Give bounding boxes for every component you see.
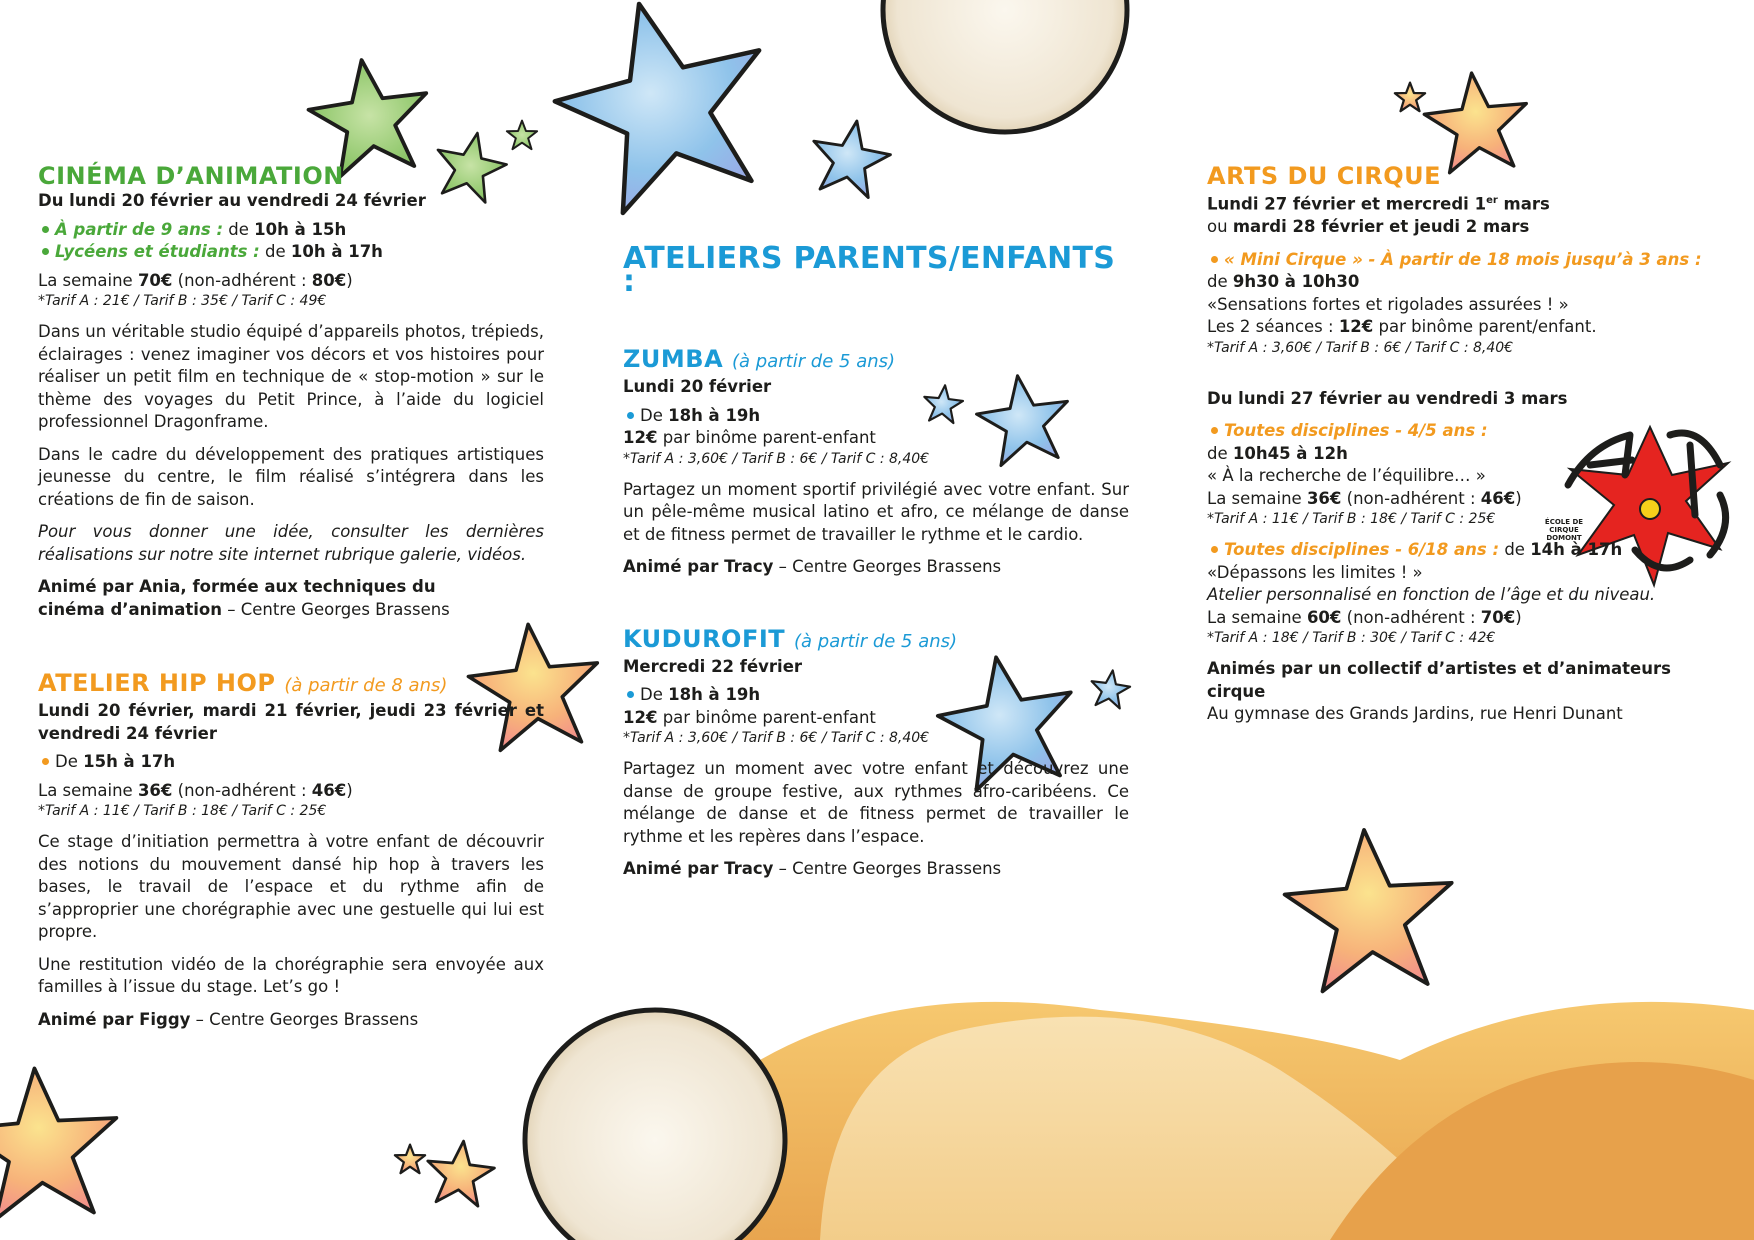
kudurofit-tarifs: *Tarif A : 3,60€ / Tarif B : 6€ / Tarif C : 8,40€ [623, 730, 930, 746]
zumba-slot: De 18h à 19h [623, 405, 1129, 428]
kudurofit-price: 12€ par binôme parent-enfant [623, 707, 876, 727]
bullet-icon [42, 758, 49, 765]
zumba-tarifs: *Tarif A : 3,60€ / Tarif B : 6€ / Tarif C : 8,40€ [623, 450, 930, 467]
column-right [1207, 162, 1727, 726]
bullet-icon [42, 248, 49, 255]
zumba-date: Lundi 20 février [623, 377, 772, 396]
hiphop-price: La semaine 36€ (non-adhérent : 46€) [38, 780, 353, 800]
star-warm-bottom-small-2 [395, 1145, 425, 1174]
cirque-location: Au gymnase des Grands Jardins, rue Henri Dunant [1207, 704, 1623, 723]
bullet-icon [1211, 427, 1218, 434]
cirque-week-dates: Du lundi 27 février au vendredi 3 mars [1207, 388, 1568, 408]
disc1-time: de 10h45 à 12h [1207, 443, 1348, 463]
moon-bottom [525, 1010, 785, 1240]
hiphop-tarifs: *Tarif A : 11€ / Tarif B : 18€ / Tarif C : 25€ [38, 803, 327, 819]
moon-top [883, 0, 1127, 132]
disc1-tarifs: *Tarif A : 11€ / Tarif B : 18€ / Tarif C : 25€ [1207, 511, 1496, 527]
cinema-tarifs: *Tarif A : 21€ / Tarif B : 35€ / Tarif C : 49€ [38, 293, 327, 309]
zumba-price: 12€ par binôme parent-enfant [623, 428, 876, 447]
disc1-quote: « À la recherche de l’équilibre… » [1207, 466, 1486, 485]
kudurofit-date: Mercredi 22 février [623, 656, 803, 676]
column-left [38, 162, 544, 1031]
bullet-icon [627, 412, 634, 419]
kudurofit-title: KUDUROFIT (à partir de 5 ans) [623, 624, 958, 653]
kudurofit-description: Partagez un moment avec votre enfant et découvrez une danse de groupe festive, aux rythmes afro-caribéens. Ce mélange de danse et de fitness permet de travailler le rythme et les repères dans l’espace. [623, 759, 1129, 846]
star-warm-bottom-right [1281, 824, 1459, 993]
mini-cirque-label: « Mini Cirque » - À partir de 18 mois jusqu’à 3 ans : [1207, 249, 1727, 272]
hiphop-description: Ce stage d’initiation permettra à votre enfant de découvrir des notions du mouvement dansé hip hop à travers les bases, le travail de l’espace et du rythme afin de s’approprier une chorégraphie avec une gestuelle qui lui est propre. [38, 832, 544, 941]
ateliers-heading: ATELIERS PARENTS/ENFANTS : [623, 241, 1116, 299]
disc1-price: La semaine 36€ (non-adhérent : 46€) [1207, 488, 1522, 508]
bullet-icon [1211, 546, 1218, 553]
mini-cirque-price: Les 2 séances : 12€ par binôme parent/enfant. [1207, 317, 1597, 336]
bullet-icon [627, 691, 634, 698]
cirque-dates-2: ou mardi 28 février et jeudi 2 mars [1207, 217, 1530, 236]
zumba-animator: Animé par Tracy – Centre Georges Brassens [623, 557, 1002, 576]
hiphop-dates: Lundi 20 février, mardi 21 février, jeudi 23 février et vendredi 24 février [38, 701, 544, 743]
cinema-title: CINÉMA D’ANIMATION [38, 162, 344, 190]
disc2-label: Toutes disciplines - 6/18 ans : de 14h à 17h [1207, 539, 1727, 562]
star-warm-bottom-small-1 [424, 1138, 497, 1208]
star-warm-bottom-left [0, 1063, 123, 1221]
hiphop-title: ATELIER HIP HOP (à partir de 8 ans) [38, 669, 448, 697]
star-blue-large [537, 0, 789, 222]
cinema-dates: Du lundi 20 février au vendredi 24 février [38, 191, 426, 210]
cinema-description-2: Dans le cadre du développement des pratiques artistiques jeunesse du centre, le film réalisé s’intégrera dans les créations de fin de saison. [38, 444, 544, 509]
star-green-small [507, 121, 537, 150]
star-blue-medium-top [806, 114, 895, 200]
bullet-icon [1211, 256, 1218, 263]
disc2-price: La semaine 60€ (non-adhérent : 70€) [1207, 607, 1522, 627]
mini-cirque-time: de 9h30 à 10h30 [1207, 272, 1360, 291]
cinema-note: Pour vous donner une idée, consulter les dernières réalisations sur notre site internet rubrique galerie, vidéos. [38, 522, 544, 564]
bullet-icon [42, 226, 49, 233]
kudurofit-animator: Animé par Tracy – Centre Georges Brassens [623, 859, 1002, 878]
disc2-quote: «Dépassons les limites ! » [1207, 562, 1423, 582]
star-warm-top-right-small [1395, 83, 1425, 112]
hiphop-slot: De 15h à 17h [38, 751, 544, 774]
kudurofit-slot: De 18h à 19h [623, 684, 1129, 707]
star-warm-top-right [1421, 68, 1533, 175]
cirque-animators: Animés par un collectif d’artistes et d’animateurs cirque [1207, 659, 1671, 701]
cinema-animator: Animé par Ania, formée aux techniques du cinéma d’animation – Centre Georges Brassens [38, 577, 450, 619]
hiphop-animator: Animé par Figgy – Centre Georges Brassens [38, 1009, 419, 1029]
mini-cirque-tarifs: *Tarif A : 3,60€ / Tarif B : 6€ / Tarif C : 8,40€ [1207, 339, 1514, 356]
cirque-dates-1: Lundi 27 février et mercredi 1er mars [1207, 194, 1550, 214]
cinema-slot-1: À partir de 9 ans : de 10h à 15h [38, 219, 544, 242]
cinema-slot-2: Lycéens et étudiants : de 10h à 17h [38, 241, 544, 264]
disc1-label: Toutes disciplines - 4/5 ans : [1207, 420, 1727, 443]
disc2-note: Atelier personnalisé en fonction de l’âge et du niveau. [1207, 585, 1656, 604]
zumba-description: Partagez un moment sportif privilégié avec votre enfant. Sur un pêle-même musical latino et afro, ce mélange de danse et de fitness permet de travailler le rythme et le cardio. [623, 479, 1129, 544]
column-middle [623, 241, 1129, 881]
mini-cirque-quote: «Sensations fortes et rigolades assurées ! » [1207, 294, 1569, 314]
cirque-title: ARTS DU CIRQUE [1207, 162, 1442, 190]
star-green-large [303, 52, 436, 180]
zumba-title: ZUMBA (à partir de 5 ans) [623, 345, 896, 373]
cinema-price: La semaine 70€ (non-adhérent : 80€) [38, 270, 353, 290]
cinema-description: Dans un véritable studio équipé d’appareils photos, trépieds, éclairages : venez imaginer vos décors et vos histoires pour réaliser un petit film en technique de « stop-motion » sur le thème des voyages du Petit Prince, à l’aide du logiciel professionnel Dragonframe. [38, 322, 544, 431]
disc2-tarifs: *Tarif A : 18€ / Tarif B : 30€ / Tarif C : 42€ [1207, 630, 1496, 646]
logo-subtitle: ÉCOLE DE CIRQUE DOMONT [1544, 518, 1584, 542]
hiphop-description-2: Une restitution vidéo de la chorégraphie sera envoyée aux familles à l’issue du stage. Let’s go ! [38, 954, 544, 996]
